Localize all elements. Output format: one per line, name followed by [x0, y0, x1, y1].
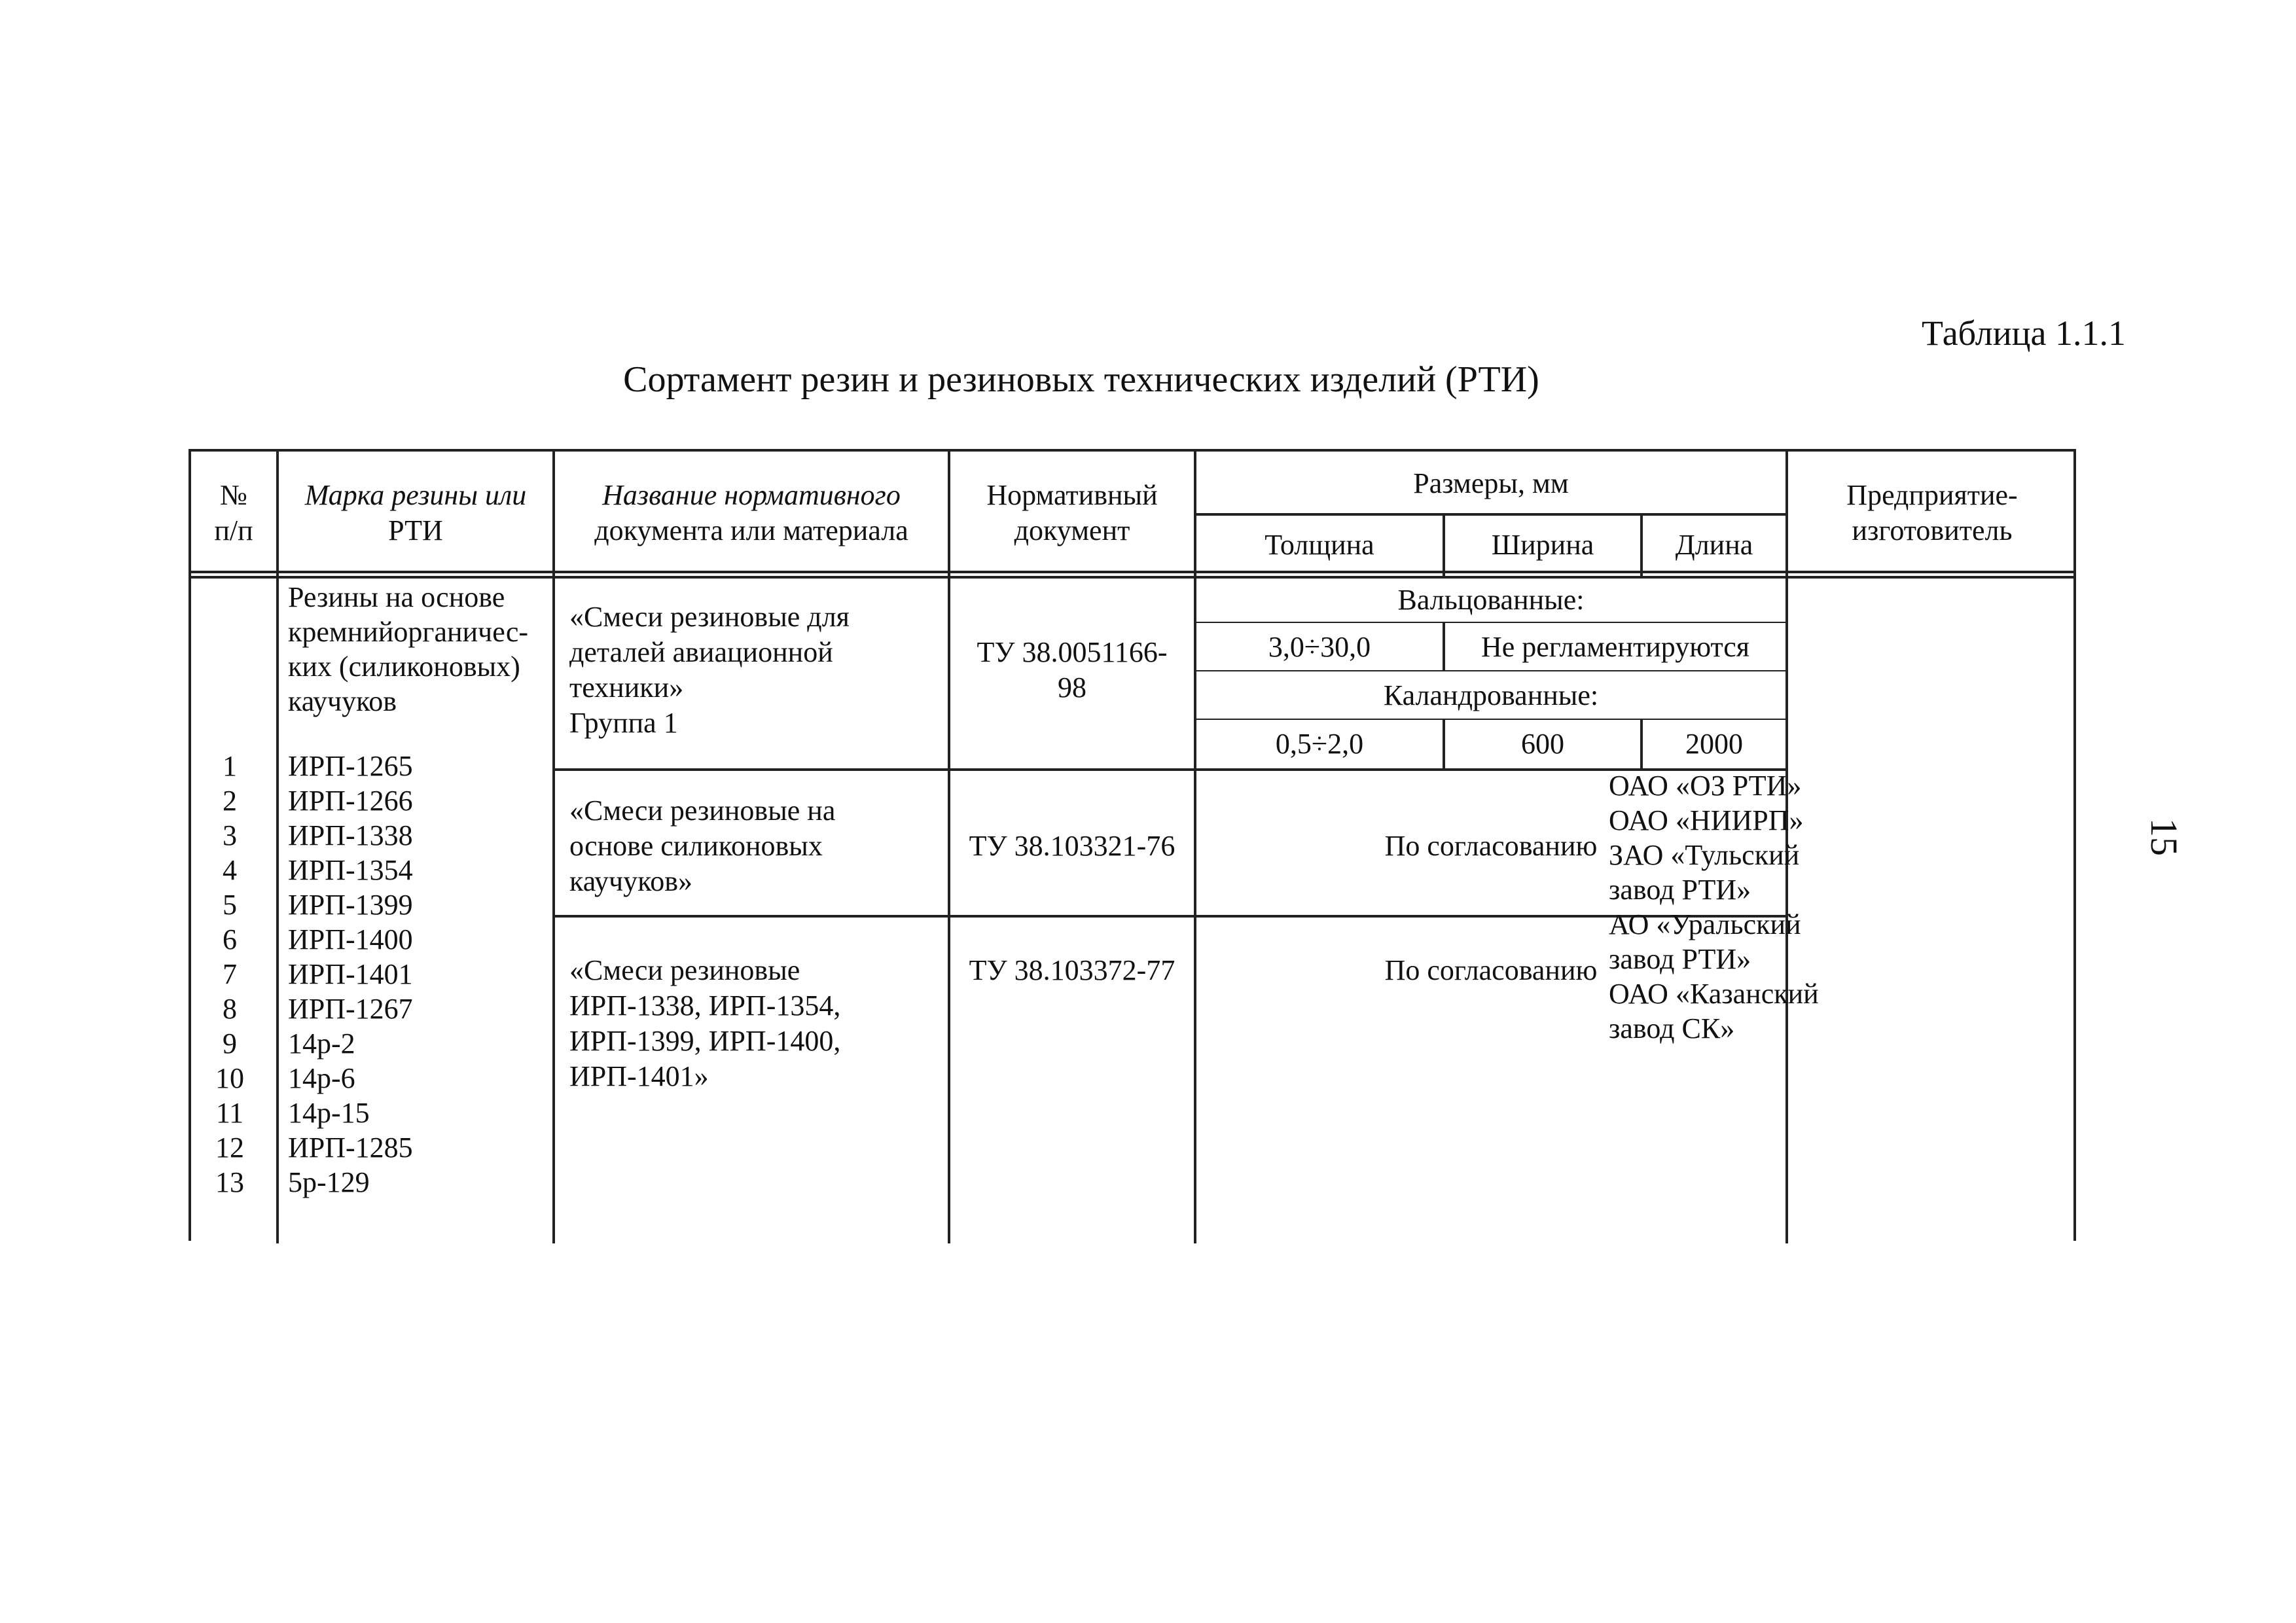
row-divider: [1194, 513, 1785, 516]
calendered-width: 600: [1521, 728, 1564, 760]
row-number: 11: [215, 1097, 244, 1129]
doc-name-3: «Смеси резиновые ИРП-1338, ИРП-1354, ИРП-1399, ИРП-1400, ИРП-1401»: [569, 954, 841, 1092]
manufacturer-line: завод РТИ»: [1609, 874, 1751, 906]
brand-name: ИРП-1266: [288, 785, 413, 817]
sizes-note-2: По согласованию: [1384, 830, 1598, 862]
brand-name: 14р-2: [288, 1027, 355, 1060]
row-number: 3: [223, 819, 237, 851]
row-number: 6: [223, 923, 237, 955]
table-label: Таблица 1.1.1: [1922, 313, 2126, 353]
row-number: 8: [223, 993, 237, 1025]
document-title: Сортамент резин и резиновых технических изделий (РТИ): [623, 359, 1539, 400]
brand-name: 14р-6: [288, 1062, 355, 1094]
header-length: Длина: [1675, 529, 1753, 561]
row-divider: [1194, 670, 1785, 671]
header-thickness: Толщина: [1265, 529, 1374, 561]
rolled-label: Вальцованные:: [1397, 584, 1585, 616]
manufacturer-line: ОАО «ОЗ РТИ»: [1609, 770, 1802, 802]
brand-name: ИРП-1285: [288, 1132, 413, 1164]
row-number: 5: [223, 889, 237, 921]
row-number: 4: [223, 854, 237, 886]
row-number: 7: [223, 958, 237, 990]
manufacturer-line: ОАО «НИИРП»: [1609, 804, 1804, 836]
group-title: Резины на основе кремнийорганичес- ких (силиконовых) каучуков: [288, 581, 528, 717]
manufacturer-line: завод СК»: [1609, 1012, 1735, 1044]
rolled-thickness: 3,0÷30,0: [1268, 631, 1371, 663]
sizes-note-3: По согласованию: [1384, 954, 1598, 986]
header-divider: [191, 576, 2076, 579]
norm-doc-3: ТУ 38.103372-77: [969, 954, 1175, 986]
brand-name: ИРП-1338: [288, 819, 413, 851]
brand-name: ИРП-1400: [288, 923, 413, 955]
row-number: 12: [215, 1132, 244, 1164]
rolled-width-length: Не регламентируются: [1480, 631, 1750, 663]
doc-name-2: «Смеси резиновые на основе силиконовых каучуков»: [569, 794, 836, 897]
brand-name: ИРП-1401: [288, 958, 413, 990]
calendered-label: Каландрованные:: [1383, 679, 1599, 711]
manufacturer-line: АО «Уральский: [1609, 908, 1801, 940]
row-divider: [552, 915, 1785, 918]
header-doc-name: Название нормативного документа или материала: [594, 479, 908, 546]
row-number: 2: [223, 785, 237, 817]
doc-name-1: «Смеси резиновые для деталей авиационной техники» Группа 1: [569, 601, 850, 739]
manufacturer-list: [1609, 768, 1819, 1046]
norm-doc-2: ТУ 38.103321-76: [969, 830, 1175, 862]
row-number: 1: [223, 750, 237, 782]
calendered-length: 2000: [1685, 728, 1743, 760]
row-number: 10: [215, 1062, 244, 1094]
norm-doc-1: ТУ 38.0051166- 98: [977, 636, 1168, 704]
row-number: 13: [215, 1166, 244, 1198]
brand-name: ИРП-1399: [288, 889, 413, 921]
brand-name: 5р-129: [288, 1166, 370, 1198]
manufacturer-line: ОАО «Казанский: [1609, 978, 1819, 1010]
header-sizes: Размеры, мм: [1413, 467, 1569, 499]
manufacturer-line: ЗАО «Тульский: [1609, 839, 1800, 871]
brand-name: ИРП-1354: [288, 854, 413, 886]
brand-name: 14р-15: [288, 1097, 370, 1129]
page-number: 15: [2143, 818, 2185, 856]
row-divider: [1194, 719, 1785, 720]
row-divider: [1194, 622, 1785, 623]
header-width: Ширина: [1491, 529, 1594, 561]
calendered-thickness: 0,5÷2,0: [1275, 728, 1364, 760]
header-brand: Марка резины или РТИ: [304, 479, 527, 546]
header-norm-doc: Нормативный документ: [986, 479, 1158, 546]
header-manufacturer: Предприятие- изготовитель: [1846, 479, 2018, 546]
row-numbers: [191, 749, 268, 1200]
header-num: № п/п: [214, 479, 253, 546]
header-divider: [191, 571, 2076, 573]
brand-list: [288, 749, 413, 1200]
manufacturer-line: завод РТИ»: [1609, 943, 1751, 975]
brand-name: ИРП-1267: [288, 993, 413, 1025]
row-number: 9: [223, 1027, 237, 1060]
brand-name: ИРП-1265: [288, 750, 413, 782]
row-divider: [552, 768, 1785, 771]
